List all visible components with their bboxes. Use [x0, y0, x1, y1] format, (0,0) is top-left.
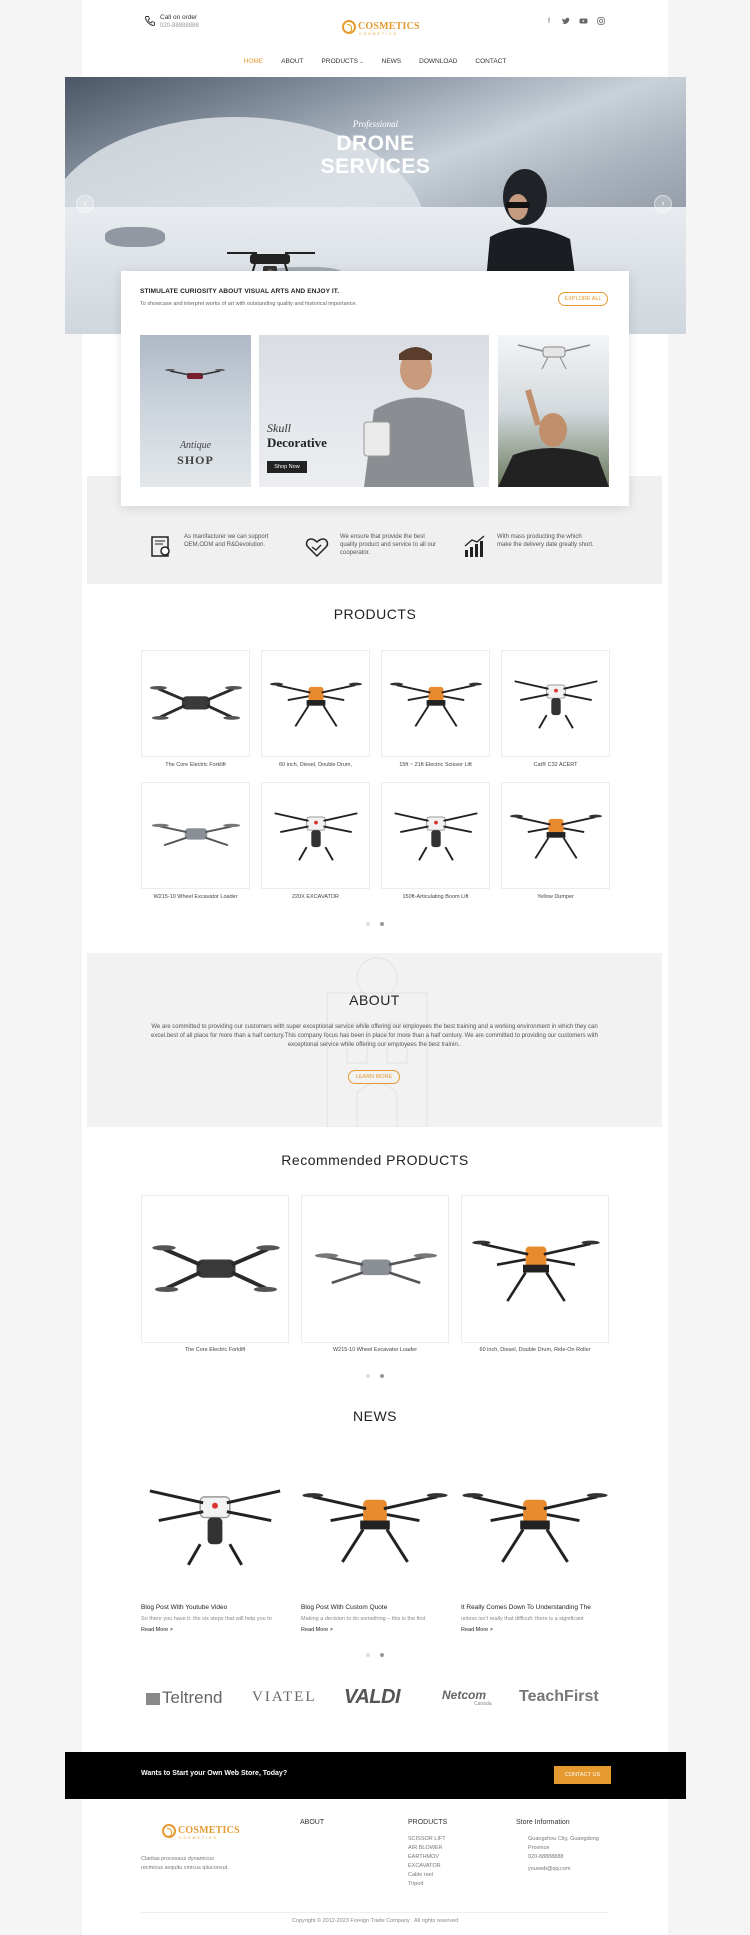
teltrend-logo-icon — [146, 1693, 160, 1705]
product-label[interactable]: The Core Electric Forklift — [165, 762, 226, 768]
recommended-dot-1[interactable] — [366, 1374, 370, 1378]
about-title: ABOUT — [349, 992, 400, 1008]
explore-all-button[interactable]: EXPLORE ALL — [558, 292, 608, 306]
feature-quality-text: We ensure that provide the best quality product and service to all our cooperator. — [340, 534, 437, 556]
tile-drone-image — [165, 365, 225, 389]
handshake-icon — [305, 535, 329, 559]
about-text: We are committed to providing our customers with super exceptional service while offering our employees the best training and a working environment in which they can excel.best of all place for more than a half century.This company focus has been in place for more than a half century. We are committed to providing our customers with exceptional service while offering our employees the best trainin.. — [151, 1024, 598, 1048]
hero-title — [65, 132, 686, 178]
footer-tagline: Claritas processus dynamicus recmicus sequitu cmicus qiiuconsut. — [141, 1856, 229, 1871]
news-image[interactable] — [301, 1467, 449, 1577]
about-section — [87, 953, 662, 1127]
read-more-link[interactable]: Read More > — [141, 1627, 173, 1633]
product-card[interactable] — [501, 650, 610, 757]
main-nav — [0, 56, 750, 70]
recommended-card[interactable] — [141, 1195, 289, 1343]
news-dot-1[interactable] — [366, 1653, 370, 1657]
footer-logo-subtitle: COSMETICS — [179, 1836, 218, 1840]
nav-news[interactable]: NEWS — [381, 58, 402, 65]
nav-download[interactable]: DOWNLOAD — [419, 58, 458, 65]
copyright: Copyright © 2012-2023 Foreign Trade Company . All rights reserved — [291, 1918, 459, 1924]
product-image — [389, 798, 483, 873]
recommended-label[interactable]: 60 inch, Diesel, Double Drum, Ride-On Roller — [479, 1347, 591, 1353]
learn-more-button[interactable]: LEARN MORE — [348, 1070, 400, 1084]
chevron-down-icon: ⌄ — [358, 59, 364, 65]
product-card[interactable] — [141, 650, 250, 757]
cta-banner — [65, 1752, 686, 1799]
products-dot-1[interactable] — [366, 922, 370, 926]
feature-oem — [149, 533, 289, 563]
product-card[interactable] — [141, 782, 250, 889]
brand-viatel[interactable]: VIATEL — [252, 1689, 317, 1705]
site-logo[interactable] — [342, 20, 420, 42]
intro-heading: STIMULATE CURIOSITY ABOUT VISUAL ARTS AND ENJOY IT. — [140, 288, 340, 295]
header-phone[interactable] — [144, 13, 264, 35]
nav-home[interactable]: HOME — [243, 58, 264, 65]
tile-man-image — [354, 340, 474, 487]
footer-products-heading: PRODUCTS — [408, 1819, 448, 1826]
logo-mark-icon — [342, 20, 356, 34]
shop-now-button[interactable]: Shop Now — [267, 461, 307, 473]
brand-netcom-sub: Canada — [474, 1701, 492, 1707]
recommended-card[interactable] — [301, 1195, 449, 1343]
footer-logo[interactable] — [162, 1824, 240, 1846]
youtube-icon[interactable] — [578, 17, 588, 27]
product-image — [509, 666, 603, 741]
product-image — [389, 666, 483, 741]
phone-icon — [144, 15, 156, 27]
hero-next-arrow[interactable] — [654, 195, 672, 213]
brand-netcom[interactable] — [442, 1688, 502, 1710]
read-more-link[interactable]: Read More > — [301, 1627, 333, 1633]
product-image — [269, 798, 363, 873]
footer-about-heading[interactable]: ABOUT — [300, 1819, 325, 1826]
hero-pretitle: Professional — [352, 119, 399, 129]
tile-drone-pilots[interactable] — [498, 335, 609, 487]
phone-label: Call on order — [160, 14, 198, 21]
feature-delivery-text: With mass producting the which make the delivery date greatly short. — [497, 534, 594, 548]
product-image — [149, 666, 243, 741]
news-dot-2[interactable] — [380, 1653, 384, 1657]
logo-subtitle: COSMETICS — [359, 32, 398, 36]
tile-shop-label: SHOP — [177, 453, 214, 467]
brand-teltrend-label: Teltrend — [162, 1688, 223, 1707]
nav-products-label: PRODUCTS — [321, 58, 359, 65]
tile-antique-shop[interactable] — [140, 335, 251, 487]
product-label[interactable]: Cat® C32 ACERT — [533, 762, 578, 768]
product-card[interactable] — [381, 782, 490, 889]
footer-logo-name: COSMETICS — [178, 1825, 240, 1836]
footer-product-link[interactable]: Tripod — [408, 1881, 424, 1887]
intro-description: To showcase and interpret works of art with outstanding quality and historical importance. — [140, 301, 358, 307]
brand-teltrend[interactable] — [146, 1688, 222, 1708]
recommended-dot-2[interactable] — [380, 1374, 384, 1378]
product-card[interactable] — [501, 782, 610, 889]
footer-store-heading: Store Information — [516, 1819, 570, 1826]
brand-netcom-label: Netcom — [442, 1688, 487, 1702]
chevron-right-icon: › — [661, 198, 665, 209]
tile-skull-decorative[interactable] — [259, 335, 489, 487]
chevron-left-icon: ‹ — [83, 198, 87, 209]
brand-teachfirst[interactable]: TeachFirst — [519, 1688, 599, 1705]
footer-store-info — [516, 1835, 614, 1874]
news-image[interactable] — [461, 1467, 609, 1577]
logo-name: COSMETICS — [358, 21, 420, 32]
product-image — [509, 798, 603, 873]
intro-card — [121, 271, 629, 506]
nav-products[interactable] — [313, 56, 373, 70]
product-label[interactable]: 60 inch, Diesel, Double Drum, — [278, 762, 353, 768]
product-card[interactable] — [261, 650, 370, 757]
recommended-image — [151, 1216, 281, 1321]
news-post-title[interactable]: It Really Comes Down To Understanding The — [461, 1604, 591, 1611]
read-more-link[interactable]: Read More > — [461, 1627, 493, 1633]
hero-prev-arrow[interactable] — [76, 195, 94, 213]
recommended-card[interactable] — [461, 1195, 609, 1343]
footer-product-link[interactable]: EXCAVATOR — [408, 1863, 441, 1869]
tile-antique-label: Antique — [179, 440, 212, 451]
cta-text: Wants to Start your Own Web Store, Today? — [141, 1770, 288, 1777]
facebook-icon[interactable]: f — [548, 18, 550, 25]
tile-decorative-label: Decorative — [267, 435, 327, 450]
recommended-title: Recommended PRODUCTS — [281, 1152, 469, 1168]
nav-contact[interactable]: CONTACT — [475, 58, 507, 65]
instagram-icon[interactable] — [596, 17, 606, 27]
footer-product-link[interactable]: AIR BLOWER — [408, 1845, 443, 1851]
nav-about[interactable]: ABOUT — [281, 58, 304, 65]
recommended-image — [471, 1216, 601, 1321]
hero-title-line2: SERVICES — [320, 155, 431, 178]
hero-title-line1: DRONE — [336, 132, 415, 155]
product-label[interactable]: 150ft-Articulating Boom Lift — [402, 894, 469, 900]
footer-product-link[interactable]: SCISSOR LIFT — [408, 1836, 446, 1842]
news-post-title[interactable]: Blog Post With Custom Quote — [301, 1604, 388, 1611]
news-image[interactable] — [141, 1467, 289, 1577]
footer-product-link[interactable]: Cable reel — [408, 1872, 434, 1878]
product-label[interactable]: 220X EXCAVATOR — [292, 894, 339, 900]
product-card[interactable] — [261, 782, 370, 889]
footer-phone[interactable]: 020-88888888 — [528, 1854, 564, 1860]
footer-products-list — [408, 1835, 488, 1889]
news-post-excerpt: Making a decision to do something – this is the first — [301, 1616, 426, 1622]
recommended-image — [311, 1216, 441, 1321]
recommended-label[interactable]: The Core Electric Forklift — [184, 1347, 246, 1353]
brand-valdi[interactable]: VALDI — [344, 1686, 401, 1708]
product-image — [149, 798, 243, 873]
product-image — [269, 666, 363, 741]
feature-oem-text: As manifacturer we can support OEM,ODM and R&Devolution. — [184, 534, 269, 548]
footer-address: Guangzhou City, Guangdong Province — [528, 1836, 599, 1851]
footer-product-link[interactable]: EARTHMOV — [408, 1854, 440, 1860]
footer-email[interactable]: youweb@qq.com — [528, 1866, 571, 1872]
tile-pilots-image — [498, 335, 609, 487]
recommended-label[interactable]: W215-10 Wheel Excavator Loader — [332, 1347, 418, 1353]
news-title: NEWS — [353, 1408, 397, 1424]
twitter-icon[interactable] — [561, 17, 571, 27]
product-label[interactable]: 15ft ~ 21ft Electric Scissor Lift — [399, 762, 472, 768]
growth-chart-icon — [462, 535, 486, 559]
phone-number[interactable]: 020-88888888 — [160, 23, 199, 29]
product-card[interactable] — [381, 650, 490, 757]
product-label[interactable]: Yellow Dumper — [537, 894, 574, 900]
feature-quality — [305, 533, 445, 563]
news-post-excerpt: So there you have it: the six steps that will help you to — [141, 1616, 272, 1622]
news-post-title[interactable]: Blog Post With Youtube Video — [141, 1604, 228, 1611]
hero-rock — [105, 227, 165, 247]
products-title: PRODUCTS — [333, 606, 417, 622]
news-post-excerpt: unless isn't really that difficult: there is a significant — [461, 1616, 584, 1622]
tile-skull-label: Skull — [267, 421, 291, 435]
products-dot-2[interactable] — [380, 922, 384, 926]
logo-mark-icon — [162, 1824, 176, 1838]
certificate-icon — [149, 535, 173, 559]
contact-us-button[interactable]: CONTACT US — [554, 1766, 611, 1784]
product-label[interactable]: W215-10 Wheel Excavator Loader — [153, 894, 238, 900]
feature-delivery — [462, 533, 602, 563]
footer-divider — [141, 1912, 608, 1913]
